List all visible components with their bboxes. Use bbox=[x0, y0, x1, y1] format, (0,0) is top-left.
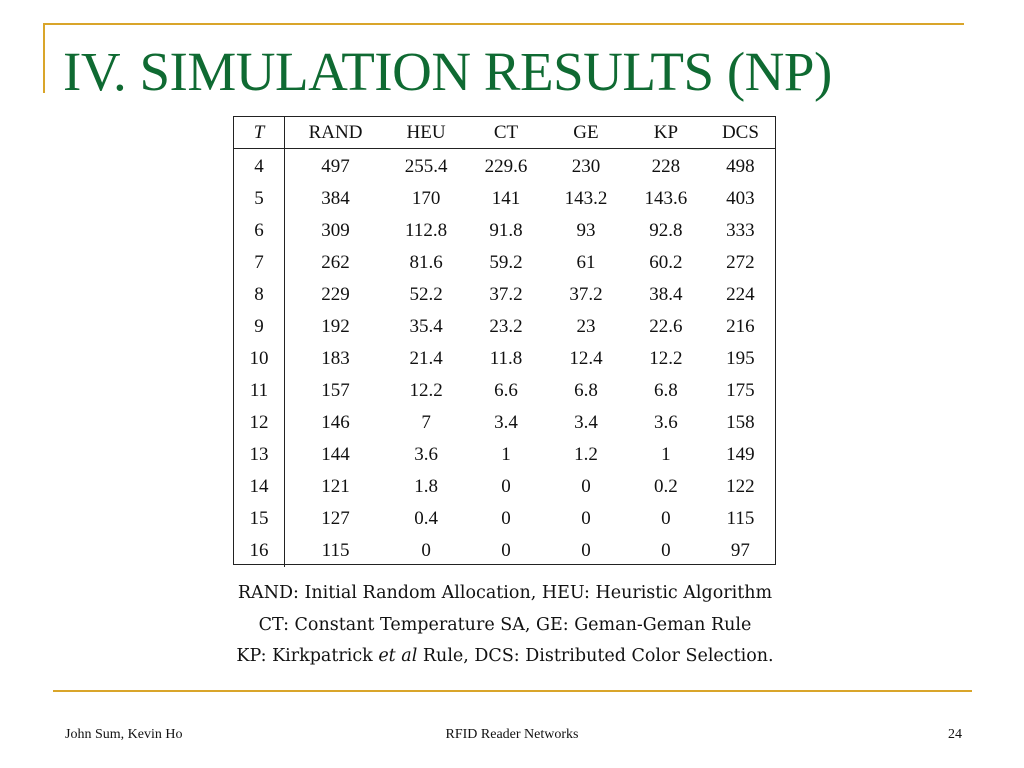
bottom-divider bbox=[53, 690, 972, 692]
table-cell: 141 bbox=[491, 188, 521, 209]
table-cell: 121 bbox=[321, 476, 350, 497]
table-cell: 15 bbox=[234, 503, 285, 535]
table-cell: 16 bbox=[234, 535, 285, 567]
table-cell: 1 bbox=[661, 444, 671, 465]
table-cell: 52.2 bbox=[409, 284, 443, 305]
table-cell: 183 bbox=[321, 348, 350, 369]
table-cell: 3.4 bbox=[494, 412, 518, 433]
legend-line-2: CT: Constant Temperature SA, GE: Geman-Geman Rule bbox=[258, 614, 752, 635]
table-cell: 112.8 bbox=[405, 220, 448, 241]
table-cell: 1.8 bbox=[414, 476, 438, 497]
slide-number: 24 bbox=[948, 727, 962, 742]
table-cell: 333 bbox=[726, 220, 755, 241]
table-cell: 91.8 bbox=[489, 220, 523, 241]
table-row bbox=[234, 183, 775, 215]
table-cell: 0 bbox=[661, 508, 671, 529]
table-cell: 7 bbox=[234, 247, 285, 279]
table-cell: 97 bbox=[730, 540, 750, 561]
table-row bbox=[234, 311, 775, 343]
table-cell: 498 bbox=[726, 156, 755, 177]
table-cell: 175 bbox=[726, 380, 755, 401]
table-cell: 115 bbox=[321, 540, 350, 561]
table-cell: 1 bbox=[501, 444, 511, 465]
table-cell: 403 bbox=[726, 188, 755, 209]
table-cell: 23 bbox=[576, 316, 596, 337]
column-header-dcs: DCS bbox=[706, 117, 775, 149]
table-cell: 216 bbox=[726, 316, 755, 337]
table-cell: 0.4 bbox=[414, 508, 438, 529]
column-header-ct: CT bbox=[466, 117, 546, 149]
table-cell: 157 bbox=[321, 380, 350, 401]
table-cell: 61 bbox=[576, 252, 596, 273]
table-cell: 14 bbox=[234, 471, 285, 503]
column-header-kp: KP bbox=[626, 117, 706, 149]
table-row bbox=[234, 535, 775, 567]
table-cell: 143.6 bbox=[644, 188, 688, 209]
table-row bbox=[234, 149, 775, 184]
table-cell: 0 bbox=[661, 540, 671, 561]
column-header-rand: RAND bbox=[285, 117, 387, 149]
table-row bbox=[234, 343, 775, 375]
table-cell: 6.6 bbox=[494, 380, 518, 401]
table-cell: 0 bbox=[501, 476, 511, 497]
top-divider bbox=[43, 23, 964, 25]
table-cell: 0 bbox=[581, 540, 591, 561]
results-table bbox=[233, 116, 776, 565]
table-row bbox=[234, 439, 775, 471]
table-cell: 35.4 bbox=[409, 316, 443, 337]
table-cell: 12.4 bbox=[569, 348, 603, 369]
table-row bbox=[234, 375, 775, 407]
slide-title: IV. SIMULATION RESULTS (NP) bbox=[63, 41, 832, 102]
legend-line-3 bbox=[195, 641, 815, 673]
table-cell: 10 bbox=[234, 343, 285, 375]
column-header-t: T bbox=[234, 117, 285, 149]
footer-authors: John Sum, Kevin Ho bbox=[65, 727, 183, 742]
table-cell: 92.8 bbox=[649, 220, 683, 241]
table-cell: 229 bbox=[321, 284, 350, 305]
table-cell: 37.2 bbox=[569, 284, 603, 305]
table-cell: 0.2 bbox=[654, 476, 678, 497]
table-cell: 0 bbox=[501, 508, 511, 529]
table-cell: 23.2 bbox=[489, 316, 523, 337]
legend-line-3-start: KP: Kirkpatrick bbox=[236, 646, 379, 666]
table-cell: 22.6 bbox=[649, 316, 683, 337]
table-cell: 7 bbox=[421, 412, 431, 433]
table-cell: 21.4 bbox=[409, 348, 443, 369]
table-row bbox=[234, 279, 775, 311]
table-cell: 81.6 bbox=[409, 252, 443, 273]
results-table-grid bbox=[234, 117, 775, 567]
table-cell: 37.2 bbox=[489, 284, 523, 305]
table-cell: 1.2 bbox=[574, 444, 598, 465]
legend-line-1: RAND: Initial Random Allocation, HEU: Heuristic Algorithm bbox=[237, 583, 773, 603]
table-header-row bbox=[234, 117, 775, 149]
table-cell: 3.6 bbox=[654, 412, 678, 433]
table-cell: 6 bbox=[234, 215, 285, 247]
table-cell: 115 bbox=[726, 508, 755, 529]
table-cell: 0 bbox=[581, 476, 591, 497]
table-cell: 0 bbox=[421, 540, 431, 561]
table-cell: 12.2 bbox=[409, 380, 443, 401]
table-cell: 3.4 bbox=[574, 412, 598, 433]
table-cell: 6.8 bbox=[654, 380, 678, 401]
table-cell: 143.2 bbox=[564, 188, 608, 209]
table-cell: 144 bbox=[321, 444, 350, 465]
table-cell: 228 bbox=[651, 156, 681, 177]
table-cell: 309 bbox=[321, 220, 350, 241]
table-cell: 122 bbox=[726, 476, 755, 497]
table-cell: 497 bbox=[321, 156, 350, 177]
table-row bbox=[234, 471, 775, 503]
table-cell: 262 bbox=[321, 252, 350, 273]
table-cell: 4 bbox=[234, 149, 285, 184]
table-cell: 60.2 bbox=[649, 252, 683, 273]
table-cell: 12.2 bbox=[649, 348, 683, 369]
table-cell: 3.6 bbox=[414, 444, 438, 465]
column-header-heu: HEU bbox=[386, 117, 466, 149]
table-cell: 11.8 bbox=[489, 348, 523, 369]
table-cell: 59.2 bbox=[489, 252, 523, 273]
table-cell: 230 bbox=[571, 156, 601, 177]
table-cell: 192 bbox=[321, 316, 350, 337]
table-legend bbox=[195, 578, 815, 673]
table-cell: 255.4 bbox=[404, 156, 448, 177]
table-cell: 149 bbox=[726, 444, 755, 465]
table-cell: 8 bbox=[234, 279, 285, 311]
column-header-ge: GE bbox=[546, 117, 626, 149]
table-cell: 6.8 bbox=[574, 380, 598, 401]
table-cell: 272 bbox=[726, 252, 755, 273]
table-cell: 5 bbox=[234, 183, 285, 215]
table-cell: 9 bbox=[234, 311, 285, 343]
table-cell: 0 bbox=[501, 540, 511, 561]
table-cell: 158 bbox=[726, 412, 755, 433]
table-body bbox=[234, 149, 775, 568]
legend-line-3-italic: et al bbox=[378, 646, 418, 666]
left-accent-bar bbox=[43, 23, 45, 93]
table-cell: 93 bbox=[576, 220, 596, 241]
table-cell: 11 bbox=[234, 375, 285, 407]
table-row bbox=[234, 247, 775, 279]
table-cell: 224 bbox=[726, 284, 755, 305]
table-cell: 38.4 bbox=[649, 284, 683, 305]
table-cell: 229.6 bbox=[484, 156, 528, 177]
table-row bbox=[234, 407, 775, 439]
table-cell: 13 bbox=[234, 439, 285, 471]
table-cell: 384 bbox=[321, 188, 350, 209]
table-cell: 127 bbox=[321, 508, 350, 529]
table-cell: 170 bbox=[411, 188, 441, 209]
table-cell: 12 bbox=[234, 407, 285, 439]
footer-topic: RFID Reader Networks bbox=[445, 727, 579, 742]
table-cell: 146 bbox=[321, 412, 350, 433]
table-cell: 195 bbox=[726, 348, 755, 369]
table-cell: 0 bbox=[581, 508, 591, 529]
table-row bbox=[234, 503, 775, 535]
legend-line-3-end: Rule, DCS: Distributed Color Selection. bbox=[417, 646, 774, 666]
table-row bbox=[234, 215, 775, 247]
